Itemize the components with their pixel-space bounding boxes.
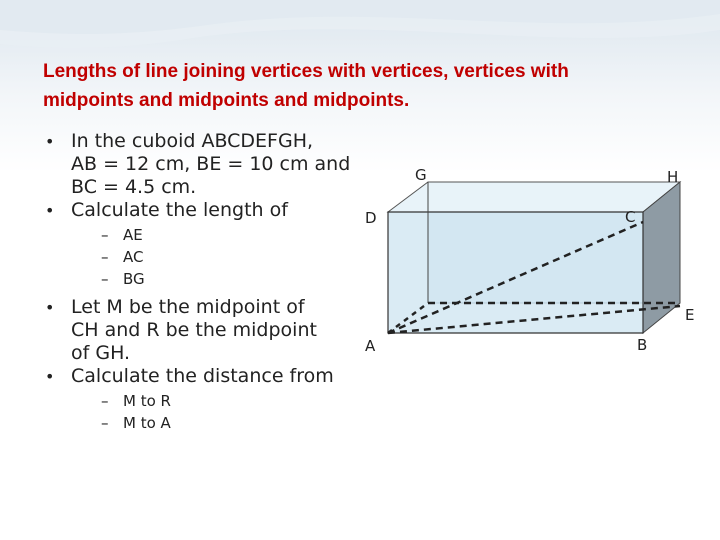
- bullet-line: In the cuboid ABCDEFGH,: [71, 130, 314, 152]
- sub-item-m-to-r: [101, 390, 358, 412]
- sub-item-label: M to R: [123, 392, 171, 410]
- bullet-symbol: •: [45, 201, 55, 220]
- vertex-label-a: A: [365, 337, 376, 355]
- bullet-line: of GH.: [71, 342, 131, 364]
- dash-symbol: –: [101, 414, 109, 432]
- vertex-label-d: D: [365, 209, 377, 227]
- bullet-line: CH and R be the midpoint: [71, 319, 317, 341]
- content-list: [43, 130, 358, 440]
- sub-item-label: BG: [123, 270, 145, 288]
- bullet-cuboid-info: [43, 130, 358, 199]
- bullet-line: AB = 12 cm, BE = 10 cm and: [71, 153, 351, 175]
- bullet-symbol: •: [45, 132, 55, 151]
- bullet-calculate-distance: [43, 365, 358, 388]
- bullet-line: Let M be the midpoint of: [71, 296, 305, 318]
- vertex-label-e: E: [685, 306, 695, 324]
- cuboid-front-face: [388, 212, 643, 333]
- title-line-2: midpoints and midpoints and midpoints.: [43, 90, 410, 111]
- vertex-label-b: B: [637, 336, 648, 354]
- sub-item-ae: [101, 224, 358, 246]
- dash-symbol: –: [101, 392, 109, 410]
- vertex-label-c: C: [625, 208, 636, 226]
- slide-title: [43, 57, 683, 115]
- cuboid-diagram: [355, 150, 720, 370]
- bullet-line: Calculate the length of: [71, 199, 288, 221]
- dash-symbol: –: [101, 248, 109, 266]
- sub-item-m-to-a: [101, 412, 358, 434]
- dash-symbol: –: [101, 270, 109, 288]
- bullet-symbol: •: [45, 367, 55, 386]
- vertex-label-h: H: [667, 168, 679, 186]
- sub-item-label: AE: [123, 226, 143, 244]
- sub-item-bg: [101, 268, 358, 290]
- sub-item-label: M to A: [123, 414, 171, 432]
- title-line-1: Lengths of line joining vertices with vertices, vertices with: [43, 61, 569, 82]
- vertex-label-g: G: [415, 166, 427, 184]
- cuboid-top-face: [388, 182, 680, 212]
- sub-item-label: AC: [123, 248, 144, 266]
- dash-symbol: –: [101, 226, 109, 244]
- sub-list-distances: [101, 390, 358, 434]
- bullet-calculate-length: [43, 199, 358, 222]
- bullet-symbol: •: [45, 298, 55, 317]
- bullet-midpoints: [43, 296, 358, 365]
- bullet-line: Calculate the distance from: [71, 365, 334, 387]
- sub-item-ac: [101, 246, 358, 268]
- bullet-line: BC = 4.5 cm.: [71, 176, 197, 198]
- sub-list-lengths: [101, 224, 358, 290]
- cuboid-drawing: [355, 150, 720, 370]
